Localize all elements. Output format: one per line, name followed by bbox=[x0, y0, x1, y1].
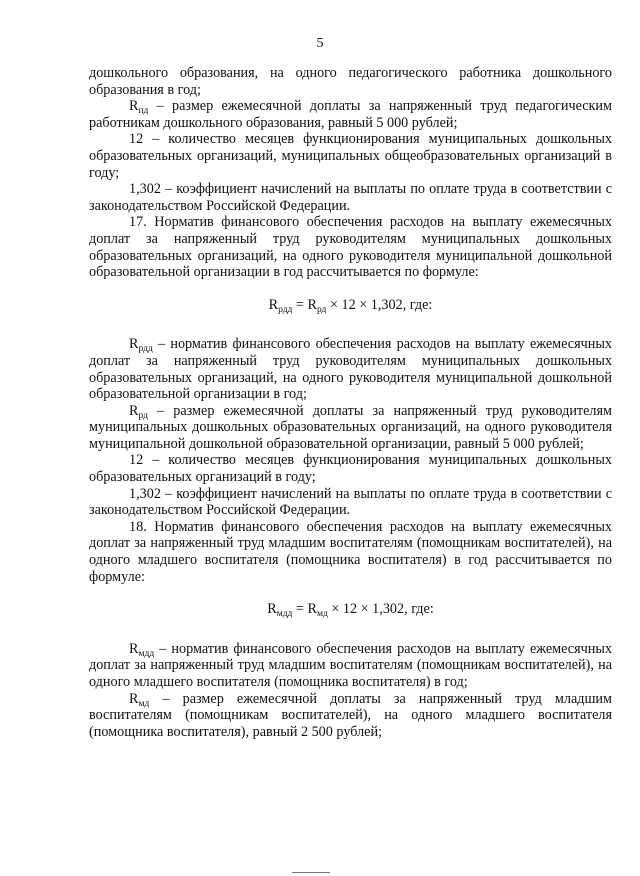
paragraph bbox=[89, 691, 612, 741]
paragraph bbox=[89, 98, 612, 131]
subscript: пд bbox=[138, 106, 149, 117]
paragraph bbox=[89, 131, 612, 181]
paragraph bbox=[89, 519, 612, 585]
footer-line bbox=[292, 872, 330, 873]
text-run: – размер ежемесячной доплаты за напряженный труд педагогическим работникам дошкольного образования, равный 5 000 рублей; bbox=[89, 98, 612, 131]
paragraph bbox=[89, 403, 612, 453]
text-run: R bbox=[129, 402, 139, 419]
text-run: R bbox=[129, 690, 139, 707]
paragraph bbox=[89, 452, 612, 485]
paragraph bbox=[89, 486, 612, 519]
text-run: 18. Норматив финансового обеспечения расходов на выплату ежемесячных доплат за напряженный труд младшим воспитателям (помощникам воспитателей), на одного младшего воспитателя (помощника воспитателя) в год рассчитывается по формуле: bbox=[89, 518, 612, 585]
text-run: R bbox=[129, 336, 139, 353]
subscript: рдд bbox=[138, 344, 153, 355]
subscript: мдд bbox=[138, 648, 155, 659]
paragraph bbox=[89, 65, 612, 98]
paragraph bbox=[89, 181, 612, 214]
text-run: = R bbox=[292, 296, 317, 313]
text-run: 12 – количество месяцев функционирования муниципальных дошкольных образовательных организаций, муниципальных общеобразовательных организаций в году; bbox=[89, 131, 612, 181]
text-run: 1,302 – коэффициент начислений на выплаты по оплате труда в соответствии с законодательством Российской Федерации. bbox=[89, 485, 612, 519]
text-run: – норматив финансового обеспечения расходов на выплату ежемесячных доплат за напряженный труд руководителям муниципальных дошкольных образовательных организаций, на одного руководителя муниципальной дошкольной образовательной организации в год; bbox=[89, 336, 612, 403]
subscript: рд bbox=[316, 304, 327, 315]
text-run: 12 – количество месяцев функционирования муниципальных дошкольных образовательных организаций в году; bbox=[89, 452, 612, 486]
text-run: R bbox=[268, 296, 279, 313]
page-number: 5 bbox=[316, 36, 324, 51]
document-body bbox=[89, 65, 612, 740]
paragraph bbox=[89, 641, 612, 691]
text-run: – норматив финансового обеспечения расходов на выплату ежемесячных доплат за напряженный труд младшим воспитателям (помощникам воспитателей), на одного младшего воспитателя (помощника воспитателя) в год; bbox=[89, 640, 612, 690]
text-run: R bbox=[129, 640, 139, 657]
subscript: мд bbox=[138, 698, 150, 709]
text-run: – размер ежемесячной доплаты за напряженный труд руководителям муниципальных дошкольных образовательных организаций, на одного руководителя муниципальной дошкольной образовательной организации, равный 5 000 рублей; bbox=[89, 402, 612, 452]
paragraph bbox=[89, 336, 612, 402]
text-run: R bbox=[267, 601, 277, 618]
text-run: 17. Норматив финансового обеспечения расходов на выплату ежемесячных доплат за напряженный труд руководителям муниципальных дошкольных образовательных организаций, на одного руководителя муниципальной дошкольной образовательной организации в год рассчитывается по формуле: bbox=[89, 214, 612, 281]
subscript: рд bbox=[138, 410, 148, 421]
text-run: × 12 × 1,302, где: bbox=[326, 296, 433, 313]
subscript: мдд bbox=[276, 609, 293, 620]
formula bbox=[89, 297, 612, 314]
subscript: мд bbox=[316, 609, 328, 620]
text-run: = R bbox=[292, 601, 317, 618]
text-run: × 12 × 1,302, где: bbox=[327, 601, 434, 618]
text-run: R bbox=[129, 98, 139, 115]
formula bbox=[89, 601, 612, 618]
text-run: дошкольного образования, на одного педагогического работника дошкольного образования в год; bbox=[89, 65, 612, 98]
paragraph bbox=[89, 214, 612, 280]
text-run: – размер ежемесячной доплаты за напряженный труд младшим воспитателям (помощникам воспитателей), на одного младшего воспитателя (помощника воспитателя), равный 2 500 рублей; bbox=[89, 690, 612, 740]
text-run: 1,302 – коэффициент начислений на выплаты по оплате труда в соответствии с законодательством Российской Федерации. bbox=[89, 181, 612, 214]
subscript: рдд bbox=[278, 304, 293, 315]
